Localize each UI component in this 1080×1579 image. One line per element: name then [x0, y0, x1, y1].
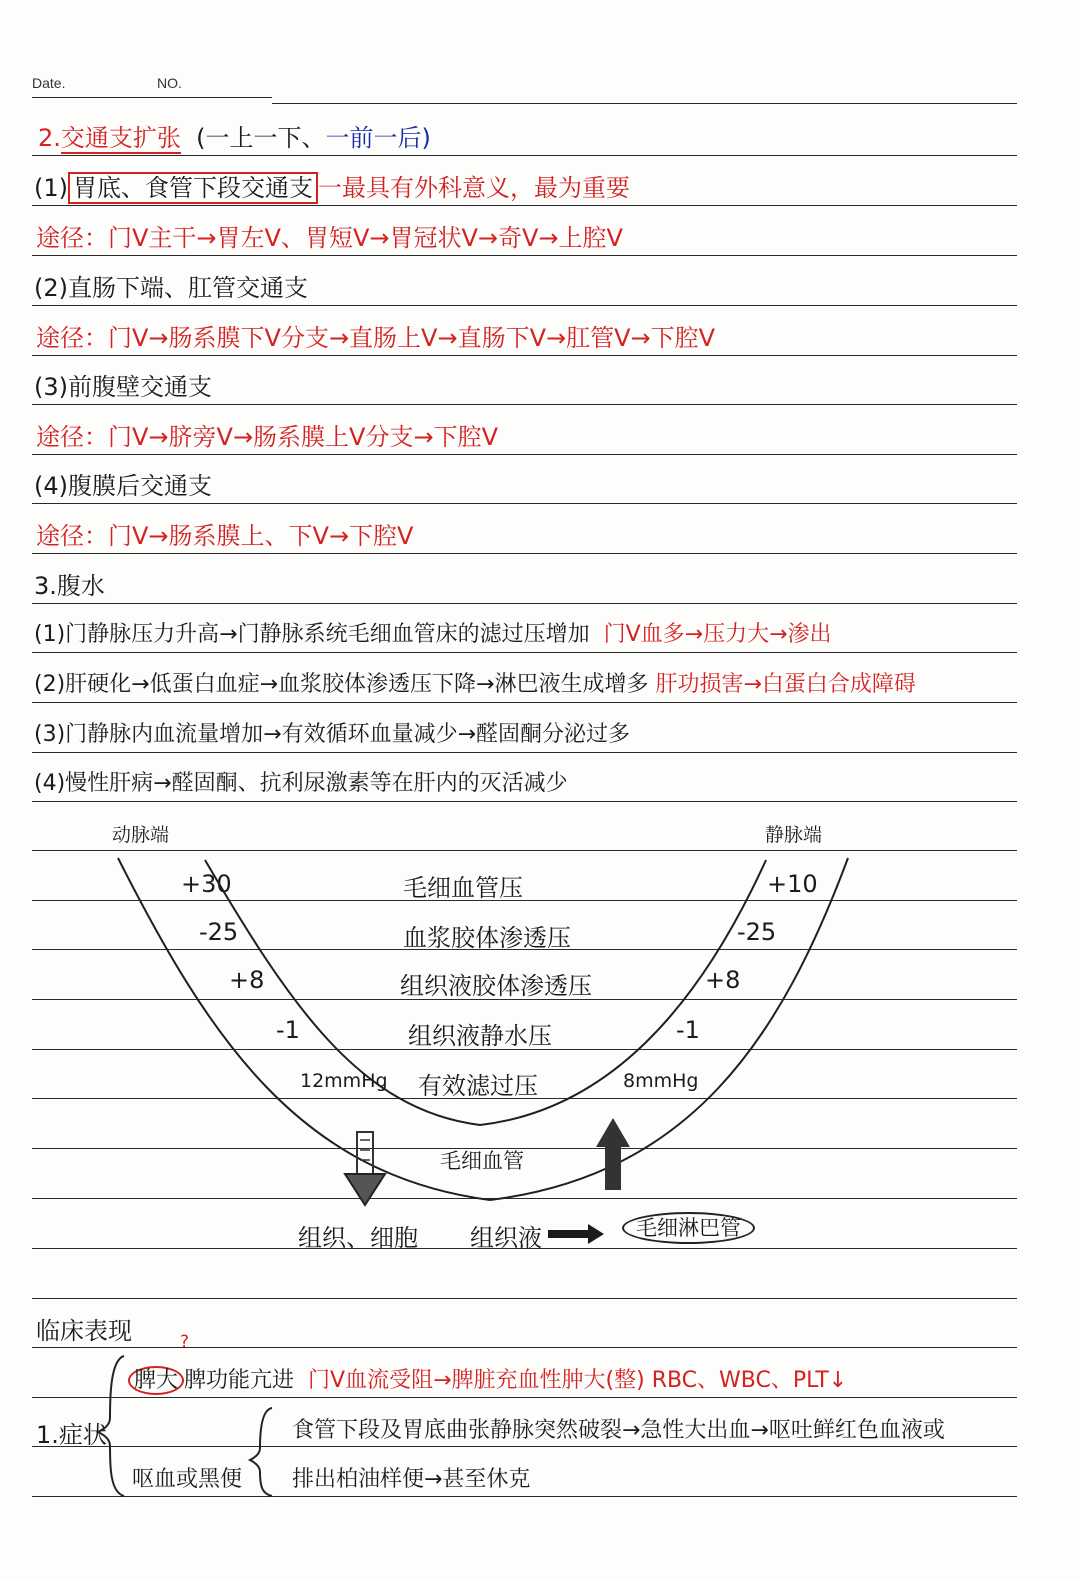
reason-1-text: (1)门静脉压力升高→门静脉系统毛细血管床的滤过压增加: [34, 622, 590, 647]
branch-2-number: (2): [34, 274, 68, 302]
row-tissue-hydrostatic: 组织液静水压: [408, 1022, 552, 1050]
row-effective-filtration: 有效滤过压: [418, 1072, 538, 1100]
section2-title: 交通支扩张: [60, 124, 181, 152]
capillary-label: 毛细血管: [440, 1149, 524, 1173]
reason-3-text: (3)门静脉内血流量增加→有效循环血量减少→醛固酮分泌过多: [34, 722, 631, 747]
branch-1-note: 一最具有外科意义，最为重要: [318, 174, 630, 202]
arterial-end-label: 动脉端: [112, 824, 170, 846]
reason-1-note: 门V血多→压力大→渗出: [603, 622, 832, 647]
branch-1-number: (1): [34, 174, 68, 202]
reason-4-text: (4)慢性肝病→醛固酮、抗利尿激素等在肝内的灭活减少: [34, 771, 568, 796]
row-capillary-pressure: 毛细血管压: [403, 874, 523, 902]
branch-3-path: 途径：门V→脐旁V→肠系膜上V分支→下腔V: [36, 423, 498, 451]
row-plasma-oncotic: 血浆胶体渗透压: [403, 924, 571, 952]
section3-title: 3.腹水: [34, 572, 105, 600]
row-tissue-oncotic: 组织液胶体渗透压: [400, 972, 592, 1000]
branch-4-path: 途径：门V→肠系膜上、下V→下腔V: [36, 522, 414, 550]
spleen-circled: 脾大: [128, 1366, 184, 1395]
branch-1-path: 途径：门V主干→胃左V、胃短V→胃冠状V→奇V→上腔V: [36, 224, 623, 252]
arterial-value-plasma-oncotic: -25: [199, 918, 239, 946]
reason-2-text: (2)肝硬化→低蛋白血症→血浆胶体渗透压下降→淋巴液生成增多: [34, 672, 649, 697]
branch-4-name: 腹膜后交通支: [68, 472, 212, 500]
venous-filtration-pressure: 8mmHg: [623, 1070, 699, 1092]
branch-3-name: 前腹壁交通支: [68, 373, 212, 401]
venous-value-capillary-pressure: +10: [767, 870, 818, 898]
no-label: NO.: [157, 75, 182, 91]
section2-number: 2.: [38, 124, 61, 152]
bleeding-line-2: 排出柏油样便→甚至休克: [292, 1467, 531, 1492]
spleen-cause: 门V血流受阻→脾脏充血性肿大(整): [308, 1368, 645, 1393]
question-mark: ?: [180, 1332, 190, 1352]
venous-value-tissue-hydrostatic: -1: [676, 1016, 700, 1044]
venous-value-tissue-oncotic: +8: [705, 966, 741, 994]
branch-2-path: 途径：门V→肠系膜下V分支→直肠上V→直肠下V→肛管V→下腔V: [36, 324, 716, 352]
section2-note-a: (一上一下、: [196, 124, 326, 152]
reason-2-note: 肝功损害→白蛋白合成障碍: [655, 672, 916, 697]
branch-4-number: (4): [34, 472, 68, 500]
arterial-filtration-pressure: 12mmHg: [300, 1070, 388, 1092]
symptom-label: 1.症状: [36, 1421, 107, 1449]
arterial-value-tissue-hydrostatic: -1: [276, 1016, 300, 1044]
arterial-value-tissue-oncotic: +8: [229, 966, 265, 994]
branch-1-name: 胃底、食管下段交通支: [68, 172, 318, 204]
clinical-title: 临床表现: [36, 1317, 132, 1345]
bleeding-line-1: 食管下段及胃底曲张静脉突然破裂→急性大出血→呕吐鲜红色血液或: [292, 1418, 945, 1443]
spleen-rest: 脾功能亢进: [184, 1368, 295, 1393]
section2-note-b: 一前一后): [325, 124, 431, 152]
spleen-result: RBC、WBC、PLT↓: [651, 1368, 848, 1393]
lymph-capillary-label: 毛细淋巴管: [622, 1212, 755, 1244]
branch-3-number: (3): [34, 373, 68, 401]
spleen-line: [128, 1366, 847, 1396]
tissue-fluid-label: 组织液: [470, 1224, 542, 1252]
venous-value-plasma-oncotic: -25: [737, 918, 777, 946]
branch-2-name: 直肠下端、肛管交通支: [68, 274, 308, 302]
venous-end-label: 静脉端: [765, 824, 823, 846]
hematemesis-label: 呕血或黑便: [132, 1467, 243, 1492]
tissue-cells-label: 组织、细胞: [298, 1224, 418, 1252]
arterial-value-capillary-pressure: +30: [181, 870, 232, 898]
inner-brace: [250, 1408, 272, 1496]
date-label: Date.: [32, 75, 66, 91]
